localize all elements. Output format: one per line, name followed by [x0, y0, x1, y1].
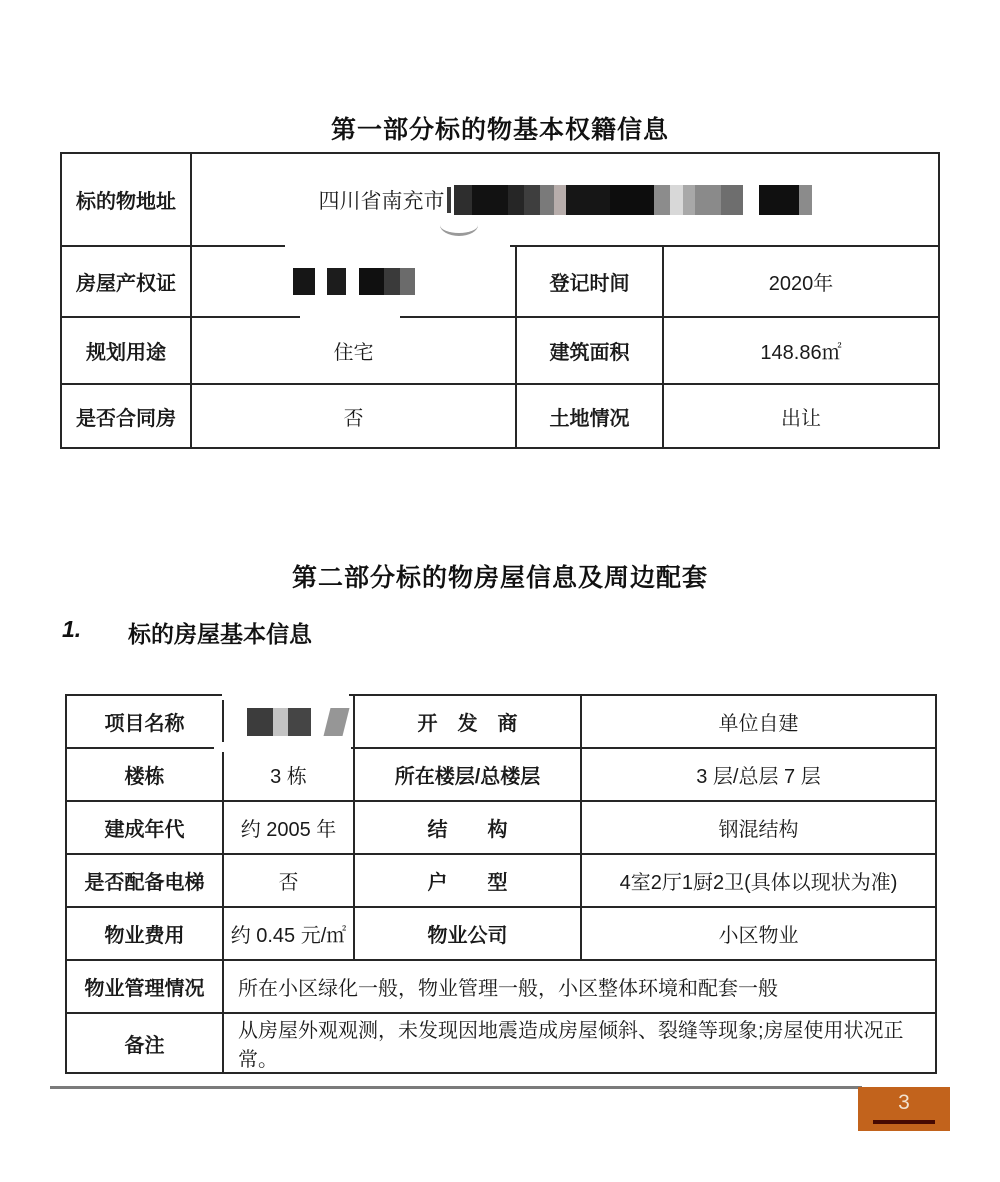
land-value: 出让: [663, 384, 939, 448]
table-row: [66, 748, 936, 801]
section1-title: 第一部分标的物基本权籍信息: [330, 116, 669, 144]
use-label: 规划用途: [61, 317, 191, 384]
footer-rule: [50, 1086, 862, 1089]
subsection-title: 标的房屋基本信息: [128, 621, 312, 647]
address-value-cell: [191, 153, 939, 246]
elevator-value: 否: [223, 854, 354, 907]
cert-label: 房屋产权证: [61, 246, 191, 317]
building-value: 3 栋: [223, 748, 354, 801]
mgmt-value: 所在小区绿化一般，物业管理一般，小区整体环境和配套一般: [223, 960, 936, 1013]
scan-artifact: [300, 311, 400, 321]
scan-artifact: [285, 240, 510, 251]
table-row: [66, 960, 936, 1013]
reg-time-label: 登记时间: [516, 246, 663, 317]
project-label: 项目名称: [66, 695, 223, 748]
remark-label: 备注: [66, 1013, 223, 1073]
page-badge-underline: [873, 1120, 935, 1124]
table-row: [61, 153, 939, 246]
subsection-number: 1.: [62, 616, 82, 642]
building-label: 楼栋: [66, 748, 223, 801]
area-label: 建筑面积: [516, 317, 663, 384]
page-number-badge: [858, 1087, 950, 1131]
project-value-cell: [223, 695, 354, 748]
cert-value-cell: [191, 246, 516, 317]
redacted-character-stub: [447, 187, 451, 213]
structure-value: 钢混结构: [581, 801, 936, 854]
section2-title: 第二部分标的物房屋信息及周边配套: [291, 564, 708, 592]
project-redaction-bar: [247, 708, 346, 736]
layout-label: 户 型: [354, 854, 581, 907]
developer-value: 单位自建: [581, 695, 936, 748]
table-row: [61, 246, 939, 317]
subsection-heading: [0, 616, 1000, 648]
contract-value: 否: [191, 384, 516, 448]
floor-label: 所在楼层/总楼层: [354, 748, 581, 801]
floor-value: 3 层/总层 7 层: [581, 748, 936, 801]
developer-label: 开 发 商: [354, 695, 581, 748]
layout-value: 4室2厅1厨2卫(具体以现状为准): [581, 854, 936, 907]
mgmt-label: 物业管理情况: [66, 960, 223, 1013]
use-value: 住宅: [191, 317, 516, 384]
table-row: [66, 854, 936, 907]
company-value: 小区物业: [581, 907, 936, 960]
cert-redaction-bar: [293, 268, 415, 295]
company-label: 物业公司: [354, 907, 581, 960]
address-redaction-bar: [454, 185, 812, 215]
table-row: [61, 317, 939, 384]
area-value: 148.86㎡: [663, 317, 939, 384]
house-info-table: [65, 694, 937, 1074]
remark-value: 从房屋外观观测，未发现因地震造成房屋倾斜、裂缝等现象;房屋使用状况正常。: [223, 1013, 936, 1073]
property-rights-table: [60, 152, 940, 449]
table-row: [66, 907, 936, 960]
scan-artifact: [214, 742, 351, 752]
elevator-label: 是否配备电梯: [66, 854, 223, 907]
year-label: 建成年代: [66, 801, 223, 854]
table-row: [61, 384, 939, 448]
fee-value: 约 0.45 元/㎡: [223, 907, 354, 960]
land-label: 土地情况: [516, 384, 663, 448]
structure-label: 结 构: [354, 801, 581, 854]
table-row: [66, 1013, 936, 1073]
table-row: [66, 695, 936, 748]
fee-label: 物业费用: [66, 907, 223, 960]
reg-time-value: 2020年: [663, 246, 939, 317]
table-row: [66, 801, 936, 854]
address-label: 标的物地址: [61, 153, 191, 246]
contract-label: 是否合同房: [61, 384, 191, 448]
address-visible-text: 四川省南充市: [318, 189, 445, 213]
scan-artifact: [222, 689, 349, 700]
year-value: 约 2005 年: [223, 801, 354, 854]
page-number: 3: [898, 1091, 910, 1114]
